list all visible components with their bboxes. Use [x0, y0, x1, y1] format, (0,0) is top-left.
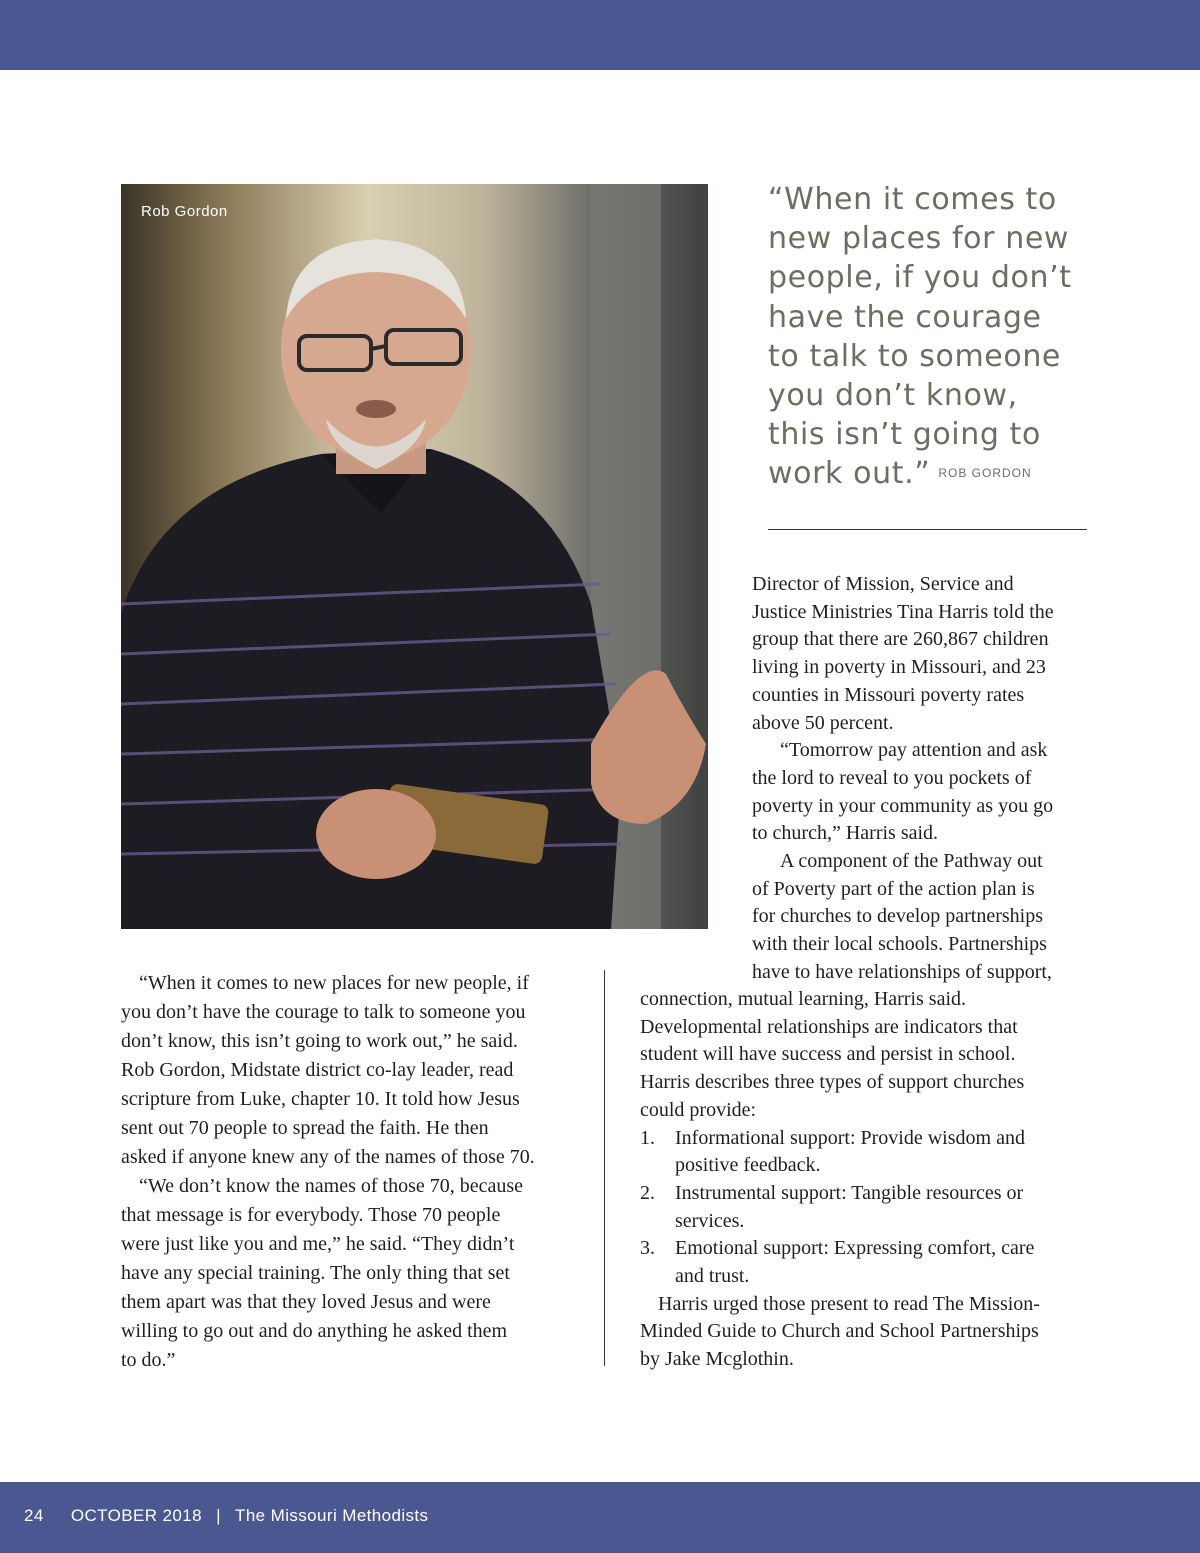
list-text: Emotional support: Expressing comfort, care: [675, 1237, 1035, 1260]
list-text: Informational support: Provide wisdom and: [675, 1126, 1025, 1149]
body-line: that message is for everybody. Those 70 people: [121, 1204, 501, 1226]
body-line: with their local schools. Partnerships: [752, 933, 1047, 956]
pull-quote-end: work out.”: [768, 456, 931, 492]
pull-quote-line: people, if you don’t: [768, 260, 1072, 296]
column-divider: [604, 970, 605, 1366]
support-list-item: [640, 1180, 1097, 1235]
support-list-item: [640, 1125, 1097, 1180]
body-line: could provide:: [640, 1098, 757, 1121]
body-line: Developmental relationships are indicators that: [640, 1015, 1018, 1038]
photo-rob-gordon: [121, 184, 708, 929]
body-line: A component of the Pathway out: [780, 850, 1043, 873]
body-line: by Jake Mcglothin.: [640, 1348, 794, 1371]
list-text: services.: [675, 1209, 745, 1232]
body-line: to do.”: [121, 1349, 176, 1371]
list-number: 1.: [640, 1126, 655, 1149]
photo-credit: Rob Gordon: [141, 203, 228, 220]
pull-quote-line: have the courage: [768, 299, 1042, 335]
pull-quote-rule: [768, 529, 1087, 530]
pull-quote-line: this isn’t going to: [768, 417, 1041, 453]
list-number: 2.: [640, 1181, 655, 1204]
body-line: poverty in your community as you go: [752, 794, 1054, 817]
footer: [24, 1506, 428, 1526]
right-column-bottom: [640, 986, 1097, 1374]
pull-quote-line: “When it comes to: [768, 182, 1057, 217]
body-line: connection, mutual learning, Harris said.: [640, 988, 967, 1010]
body-line: don’t know, this isn’t going to work out,” he said.: [121, 1030, 518, 1052]
body-line: asked if anyone knew any of the names of those 70.: [121, 1146, 535, 1168]
footer-band: [0, 1482, 1200, 1553]
body-line: Harris urged those present to read The Mission-: [658, 1292, 1040, 1315]
left-column: [121, 969, 581, 1375]
body-line: group that there are 260,867 children: [752, 628, 1049, 651]
support-list-item: [640, 1235, 1097, 1290]
list-text: and trust.: [675, 1265, 750, 1288]
body-line: counties in Missouri poverty rates: [752, 683, 1025, 706]
body-line: have to have relationships of support,: [752, 960, 1052, 983]
body-line: scripture from Luke, chapter 10. It told how Jesus: [121, 1088, 520, 1110]
header-band: [0, 0, 1200, 70]
pull-quote: [768, 180, 1098, 494]
body-line: were just like you and me,” he said. “They didn’t: [121, 1233, 515, 1255]
body-line: have any special training. The only thing that set: [121, 1262, 510, 1284]
speaker-illustration: [121, 184, 708, 929]
body-line: living in poverty in Missouri, and 23: [752, 656, 1046, 679]
body-line: “When it comes to new places for new people, if: [139, 972, 529, 994]
page-number: 24: [24, 1506, 44, 1525]
body-line: student will have success and persist in school.: [640, 1043, 1016, 1066]
publication-name: The Missouri Methodists: [235, 1506, 429, 1525]
list-text: positive feedback.: [675, 1154, 821, 1177]
body-line: the lord to reveal to you pockets of: [752, 766, 1032, 789]
issue-date: OCTOBER 2018: [70, 1506, 202, 1525]
body-line: for churches to develop partnerships: [752, 905, 1044, 928]
footer-separator: |: [216, 1506, 221, 1525]
body-line: willing to go out and do anything he asked them: [121, 1320, 508, 1342]
list-number: 3.: [640, 1237, 655, 1260]
right-column-top: [752, 571, 1097, 987]
pull-quote-line: [768, 454, 1098, 493]
body-line: of Poverty part of the action plan is: [752, 877, 1035, 900]
pull-quote-line: you don’t know,: [768, 378, 1018, 414]
pull-quote-attribution: ROB GORDON: [938, 466, 1032, 481]
body-line: above 50 percent.: [752, 711, 894, 734]
list-text: Instrumental support: Tangible resources or: [675, 1181, 1024, 1204]
body-line: “Tomorrow pay attention and ask: [780, 739, 1048, 762]
body-line: Director of Mission, Service and: [752, 573, 1014, 595]
body-line: them apart was that they loved Jesus and were: [121, 1291, 491, 1313]
body-line: Rob Gordon, Midstate district co-lay leader, read: [121, 1059, 514, 1081]
body-line: Minded Guide to Church and School Partnerships: [640, 1320, 1039, 1343]
pull-quote-line: new places for new: [768, 221, 1070, 257]
pull-quote-line: to talk to someone: [768, 338, 1061, 374]
body-line: Justice Ministries Tina Harris told the: [752, 600, 1054, 623]
body-line: to church,” Harris said.: [752, 822, 939, 845]
body-line: sent out 70 people to spread the faith. He then: [121, 1117, 489, 1139]
body-line: Harris describes three types of support churches: [640, 1071, 1025, 1094]
body-line: “We don’t know the names of those 70, because: [139, 1175, 524, 1197]
body-line: you don’t have the courage to talk to someone you: [121, 1001, 526, 1023]
